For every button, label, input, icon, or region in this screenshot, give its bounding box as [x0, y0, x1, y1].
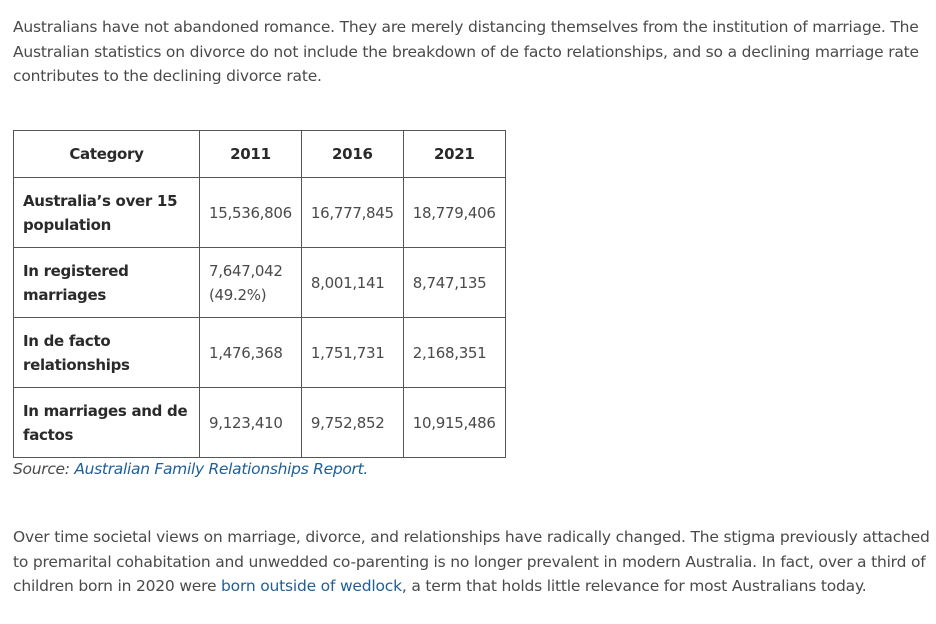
cell-value: 9,752,852: [301, 388, 403, 458]
source-report-link[interactable]: Australian Family Relationships Report.: [74, 460, 369, 478]
cell-value: 16,777,845: [301, 178, 403, 248]
row-label: In registered marriages: [14, 248, 200, 318]
table-header-row: [14, 131, 506, 178]
row-label: In de facto relationships: [14, 318, 200, 388]
table-row: [14, 248, 506, 318]
outro-paragraph: [13, 525, 933, 599]
wedlock-link[interactable]: born outside of wedlock: [221, 577, 402, 595]
cell-value: 8,001,141: [301, 248, 403, 318]
table-source: [13, 460, 368, 478]
cell-value: 8,747,135: [403, 248, 505, 318]
header-category: Category: [14, 131, 200, 178]
relationship-stats-table: [13, 130, 506, 458]
cell-value: 7,647,042 (49.2%): [200, 248, 302, 318]
outro-text-before: Over time societal views on marriage, divorce, and relationships have radically changed. The stigma previously attached to premarital cohabitation and unwedded co-parenting is no longer prevalent in modern Australia. In fact, over a third of children born in 2020 were: [13, 528, 930, 595]
cell-value: 9,123,410: [200, 388, 302, 458]
header-2011: 2011: [200, 131, 302, 178]
table-row: [14, 388, 506, 458]
table-row: [14, 178, 506, 248]
cell-value: 1,476,368: [200, 318, 302, 388]
row-label: Australia’s over 15 population: [14, 178, 200, 248]
outro-text-after: , a term that holds little relevance for most Australians today.: [401, 577, 867, 595]
header-2016: 2016: [301, 131, 403, 178]
cell-value: 15,536,806: [200, 178, 302, 248]
cell-value: 18,779,406: [403, 178, 505, 248]
header-2021: 2021: [403, 131, 505, 178]
table-row: [14, 318, 506, 388]
cell-value: 10,915,486: [403, 388, 505, 458]
intro-paragraph: Australians have not abandoned romance. They are merely distancing themselves from the institution of marriage. The Australian statistics on divorce do not include the breakdown of de facto relationships, and so a declining marriage rate contributes to the declining divorce rate.: [13, 18, 919, 85]
cell-value: 2,168,351: [403, 318, 505, 388]
row-label: In marriages and de factos: [14, 388, 200, 458]
source-prefix: Source:: [13, 460, 75, 478]
cell-value: 1,751,731: [301, 318, 403, 388]
